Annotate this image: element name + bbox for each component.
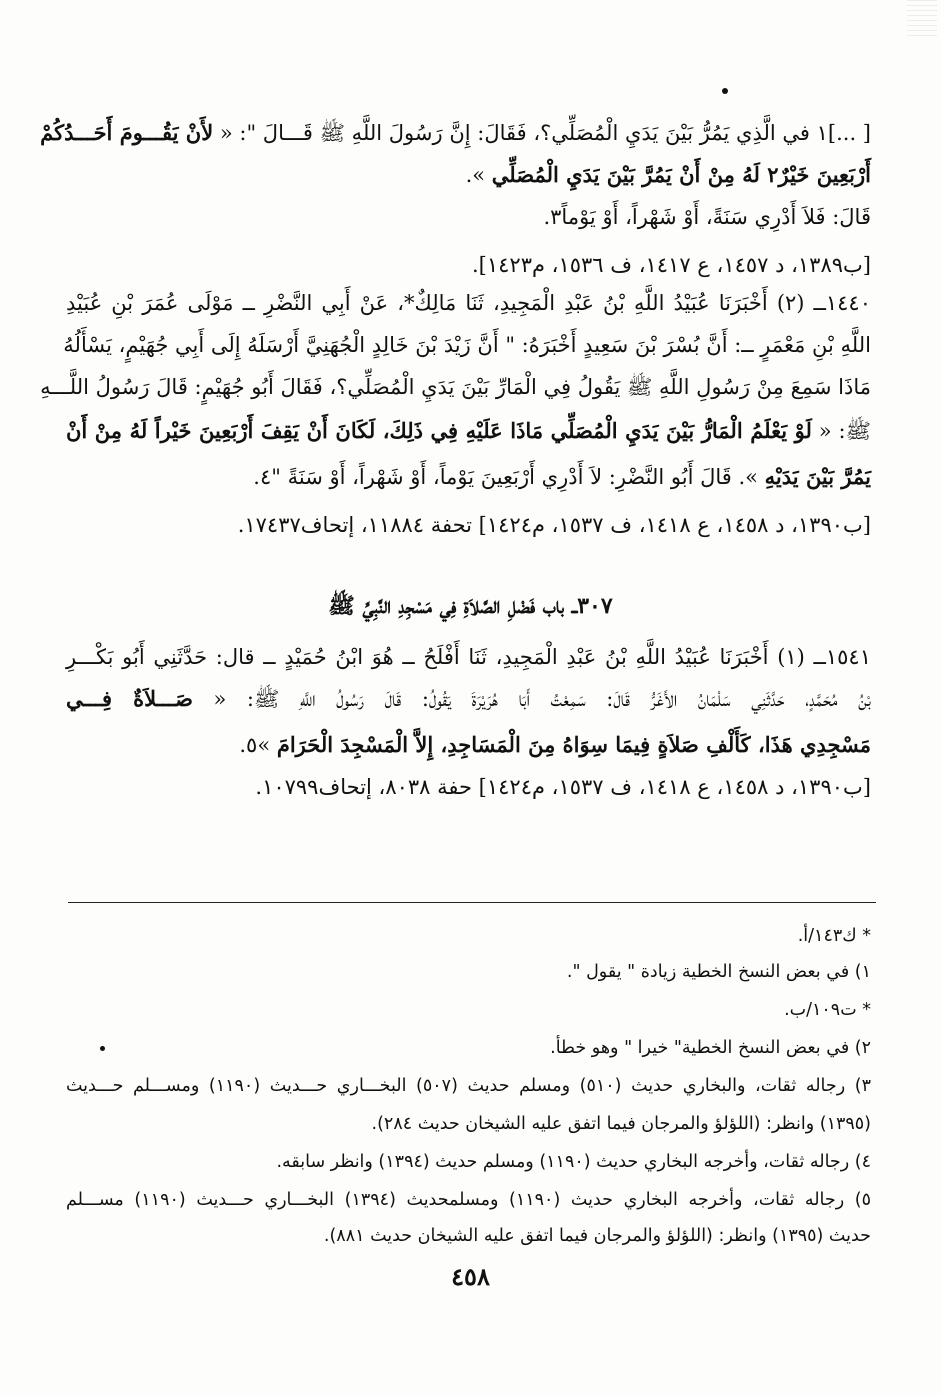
footnote: (١٣٩٥) وانظر: (اللؤلؤ والمرجان فيما اتفق عليه الشيخان حديث ٢٨٤). <box>371 1114 871 1134</box>
reference-line: [ب١٣٩٠، د ١٤٥٨، ع ١٤١٨، ف ١٥٣٧، م١٤٢٤] تحفة ١١٨٨٤، إتحاف١٧٤٣٧. <box>237 513 871 537</box>
text-line: مَسْجِدِي هَذَا، كَأَلْفِ صَلاَةٍ فِيمَا سِوَاهُ مِنَ الْمَسَاجِدِ، إِلاَّ الْمَسْجِدَ الْحَرَامَ »٥. <box>239 732 871 757</box>
text-line: اللَّهِ بْنِ مَعْمَرٍ ــ: أَنَّ بُسْرَ بْنَ سَعِيدٍ أَخْبَرَهُ: " أَنَّ زَيْدَ بْنَ خَالِدٍ الْجُهَنِيَّ أَرْسَلَهُ إِلَى أَبِي جُهَيْمٍ، يَسْأَلُهُ <box>63 333 871 357</box>
footnote: ٥) رجاله ثقات، وأخرجه البخاري حديث (١١٩٠) ومسلمحديث (١٣٩٤) البخـــاري حـــديث (١١٩٠) مســـلم <box>66 1190 872 1210</box>
text-line: [ ...]١ في الَّذِي يَمُرُّ بَيْنَ يَدَيِ الْمُصَلِّي؟، فَقَالَ: إِنَّ رَسُولَ اللَّهِ ﷺ قَـــالَ ": « لأَنْ يَقُـــومَ أَحَـــدُكُمْ <box>40 120 871 145</box>
chapter-heading: ٣٠٧ــ باب فَضْلِ الصَّلاَةِ فِي مَسْجِدِ النَّبِيِّ ﷺ <box>328 593 613 619</box>
text-line: مَاذَا سَمِعَ مِنْ رَسُولِ اللَّهِ ﷺ يَقُولُ فِي الْمَارِّ بَيْنَ يَدَيِ الْمُصَلِّي؟، فَقَالَ أَبُو جُهَيْمٍ: قَالَ رَسُولُ اللَّـــهِ <box>40 375 871 399</box>
scan-artifact <box>907 0 937 40</box>
text-line: بْنُ مُحَمَّدٍ، حَدَّثَنِي سَلْمَانُ الأَغَرُّ قَالَ: سَمِعْتُ أَبَا هُرَيْرَةَ يَقُولُ: قَالَ رَسُولُ اللَّهِ ﷺ: « صَـــلاَةٌ فِـــي <box>66 686 871 711</box>
reference-line: [ب١٣٩٠، د ١٤٥٨، ع ١٤١٨، ف ١٥٣٧، م١٤٢٤] حفة ٨٠٣٨، إتحاف١٠٧٩٩. <box>255 775 871 799</box>
text-line: يَمُرَّ بَيْنَ يَدَيْهِ ». قَالَ أَبُو النَّضْرِ: لاَ أَدْرِي أَرْبَعِينَ يَوْماً، أَوْ شَهْراً، أَوْ سَنَةً "٤. <box>253 464 871 489</box>
text-line: قَالَ: فَلاَ أَدْرِي سَنَةً، أَوْ شَهْراً، أَوْ يَوْماً٣. <box>543 205 871 229</box>
footnote: * ك١٤٣/أ. <box>797 926 871 946</box>
hadith-line: ١٤٤٠ــ (٢) أَخْبَرَنَا عُبَيْدُ اللَّهِ بْنُ عَبْدِ الْمَجِيدِ، ثَنَا مَالِكٌ*، عَنْ أَبِي النَّضْرِ ــ مَوْلَى عُمَرَ بْنِ عُبَيْدِ <box>66 291 871 315</box>
margin-dot <box>100 1046 105 1051</box>
footnote-separator <box>68 902 876 903</box>
page-number: ٤٥٨ <box>451 1262 490 1291</box>
footnote: ٢) في بعض النسخ الخطية" خيرا " وهو خطأ. <box>550 1038 871 1058</box>
reference-line: [ب١٣٨٩، د ١٤٥٧، ع ١٤١٧، ف ١٥٣٦، م١٤٢٣]. <box>472 253 871 277</box>
footnote: ١) في بعض النسخ الخطية زيادة " يقول ". <box>566 962 871 982</box>
text-line: أَرْبَعِينَ خَيْرٌ٢ لَهُ مِنْ أَنْ يَمُرَّ بَيْنَ يَدَيِ الْمُصَلِّي ». <box>465 162 871 187</box>
text-line: ﷺ: « لَوْ يَعْلَمُ الْمَارُّ بَيْنَ يَدَيِ الْمُصَلِّي مَاذَا عَلَيْهِ فِي ذَلِكَ، لَكَانَ أَنْ يَقِفَ أَرْبَعِينَ خَيْراً لَهُ مِنْ أَنْ <box>66 418 871 443</box>
footnote: حديث (١٣٩٥) وانظر: (اللؤلؤ والمرجان فيما اتفق عليه الشيخان حديث ٨٨١). <box>323 1226 871 1246</box>
footnote: * ت١٠٩/ب. <box>784 1000 871 1020</box>
margin-dot <box>722 88 728 94</box>
footnote: ٤) رجاله ثقات، وأخرجه البخاري حديث (١١٩٠) ومسلم حديث (١٣٩٤) وانظر سابقه. <box>276 1152 871 1172</box>
footnote: ٣) رجاله ثقات، والبخاري حديث (٥١٠) ومسلم حديث (٥٠٧) البخـــاري حـــديث (١١٩٠) ومســـلم حـــديث <box>66 1076 871 1096</box>
hadith-line: ١٥٤١ــ (١) أَخْبَرَنَا عُبَيْدُ اللَّهِ بْنُ عَبْدِ الْمَجِيدِ، ثَنَا أَفْلَحُ ــ هُوَ ابْنُ حُمَيْدٍ ــ قال: حَدَّثَنِي أَبُو بَكْـــرِ <box>66 645 871 669</box>
